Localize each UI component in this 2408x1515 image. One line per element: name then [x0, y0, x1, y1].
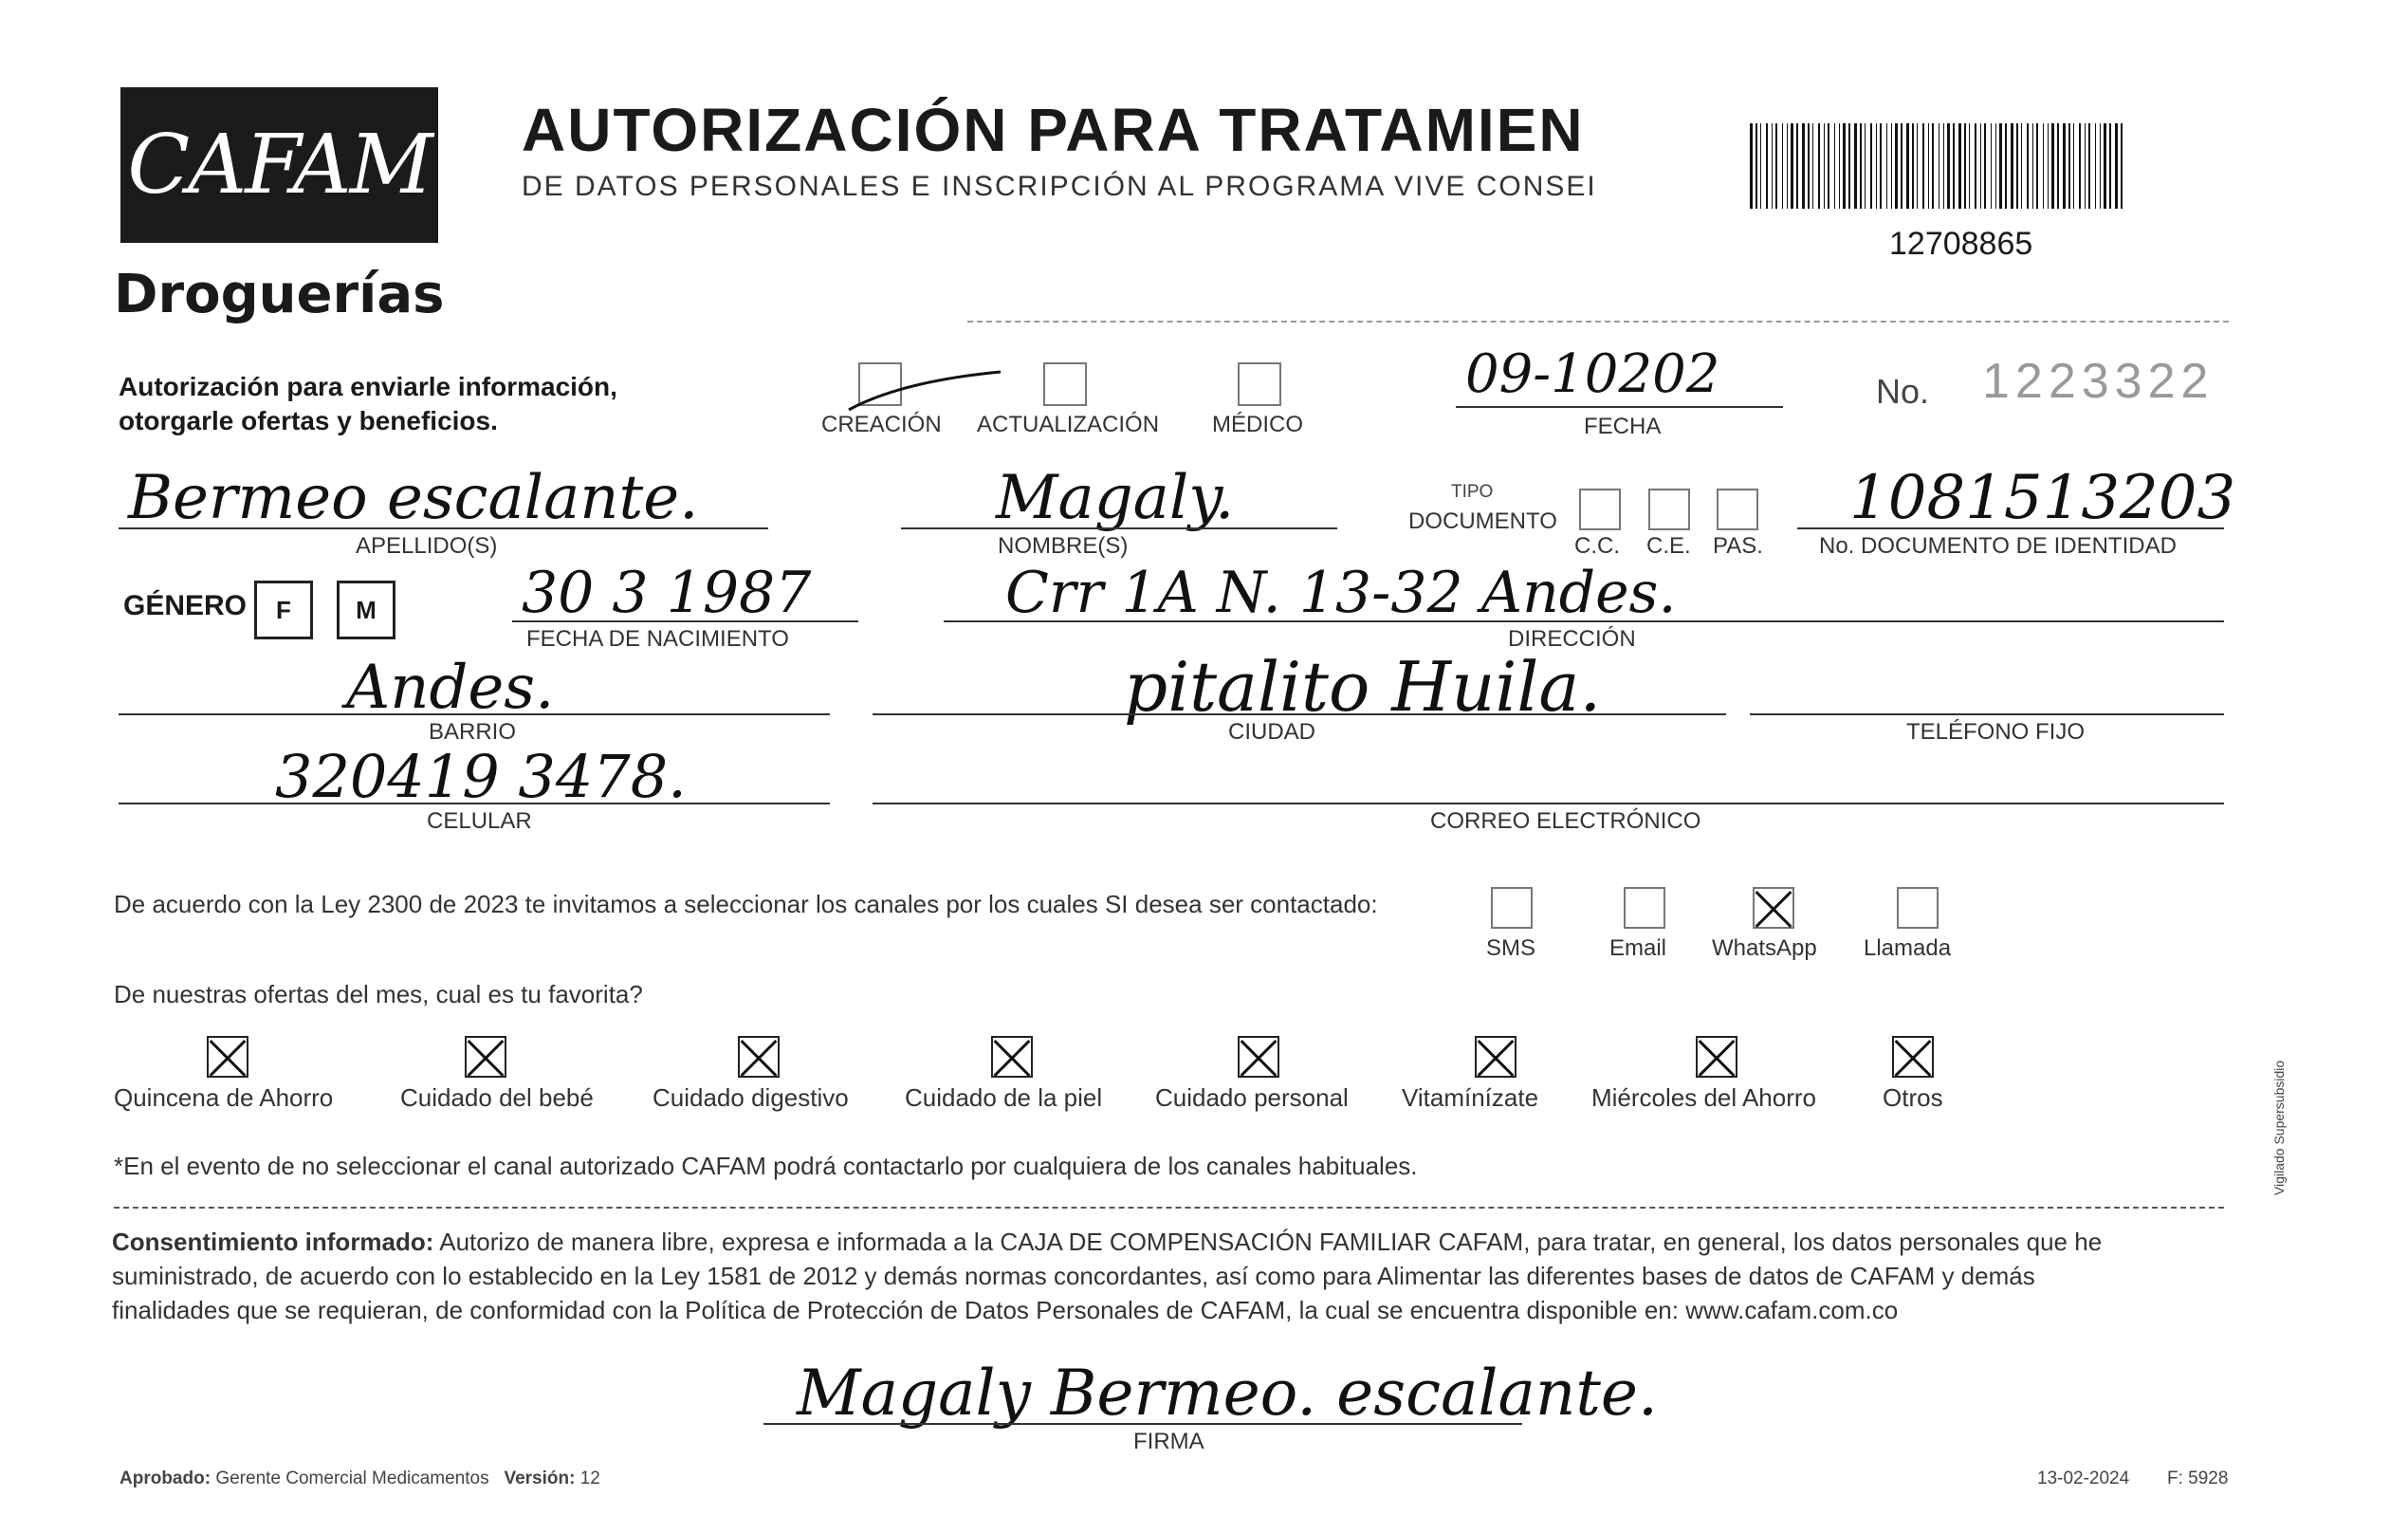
offer-miercoles-checkbox[interactable] — [1696, 1036, 1737, 1078]
offer-personal-checkbox[interactable] — [1238, 1036, 1279, 1078]
email-line — [873, 803, 2224, 804]
creacion-mark-icon — [844, 362, 1005, 419]
actualizacion-checkbox[interactable] — [1043, 362, 1087, 406]
barrio-value: Andes. — [346, 653, 555, 723]
address-label: DIRECCIÓN — [1508, 626, 1636, 652]
doc-number-label: No. DOCUMENTO DE IDENTIDAD — [1819, 533, 2177, 559]
consent-heading: Consentimiento informado: — [112, 1228, 434, 1256]
apellidos-label: APELLIDO(S) — [356, 533, 498, 559]
email-label: CORREO ELECTRÓNICO — [1430, 808, 1701, 834]
nombres-line — [901, 527, 1337, 529]
cell-line — [119, 803, 830, 804]
offer-quincena-checkbox[interactable] — [207, 1036, 248, 1078]
actualizacion-label: ACTUALIZACIÓN — [977, 412, 1160, 437]
offer-personal-label: Cuidado personal — [1155, 1083, 1349, 1112]
phone-label: TELÉFONO FIJO — [1906, 719, 2086, 745]
fecha-value: 09-10202 — [1465, 343, 1720, 405]
barcode-number: 12708865 — [1889, 226, 2033, 262]
offer-bebe-checkbox[interactable] — [465, 1036, 506, 1078]
form-no-label: No. — [1876, 372, 1930, 411]
birth-label: FECHA DE NACIMIENTO — [526, 626, 789, 652]
phone-line — [1750, 713, 2224, 715]
pas-label: PAS. — [1713, 533, 1763, 559]
fecha-label: FECHA — [1584, 414, 1662, 439]
offer-otros-checkbox[interactable] — [1892, 1036, 1934, 1078]
whatsapp-checkbox[interactable] — [1753, 887, 1794, 929]
cc-checkbox[interactable] — [1579, 489, 1621, 530]
cell-value: 320419 3478. — [275, 742, 687, 811]
genero-m-option[interactable]: M — [337, 581, 395, 639]
form-subtitle: DE DATOS PERSONALES E INSCRIPCIÓN AL PROGRAMA VIVE CONSEI — [522, 171, 1597, 202]
footer-approval: Aprobado: Gerente Comercial Medicamentos Versión: 12 — [119, 1469, 600, 1488]
barrio-label: BARRIO — [429, 719, 517, 745]
consent-line-2: suministrado, de acuerdo con lo establecido en la Ley 1581 de 2012 y demás normas concordantes, así como para Alimentar las diferentes bases de datos de CAFAM y demás — [112, 1262, 2035, 1290]
offer-piel-checkbox[interactable] — [991, 1036, 1033, 1078]
address-line — [944, 620, 2224, 622]
offer-bebe-label: Cuidado del bebé — [400, 1083, 594, 1112]
footer-code: F: 5928 — [2167, 1469, 2229, 1488]
sms-label: SMS — [1486, 935, 1536, 961]
birth-line — [512, 620, 858, 622]
doc-number-line — [1797, 527, 2224, 529]
email-checkbox[interactable] — [1624, 887, 1665, 929]
city-value: pitalito Huila. — [1124, 647, 1602, 727]
barrio-line — [119, 713, 830, 715]
offer-miercoles-label: Miércoles del Ahorro — [1591, 1083, 1816, 1112]
birth-value: 30 3 1987 — [522, 560, 812, 626]
apellidos-line — [119, 527, 768, 529]
intro-line-2: otorgarle ofertas y beneficios. — [119, 406, 498, 435]
address-value: Crr 1A N. 13-32 Andes. — [1005, 560, 1677, 626]
offer-quincena-label: Quincena de Ahorro — [114, 1083, 334, 1112]
channel-note: *En el evento de no seleccionar el canal autorizado CAFAM podrá contactarlo por cualquiera de los canales habituales. — [114, 1152, 1418, 1180]
doc-number-value: 1081513203 — [1849, 463, 2236, 533]
llamada-label: Llamada — [1864, 935, 1952, 961]
apellidos-value: Bermeo escalante. — [128, 463, 699, 533]
barcode-image — [1750, 123, 2129, 209]
offer-digestivo-label: Cuidado digestivo — [653, 1083, 849, 1112]
genero-label: GÉNERO — [123, 590, 248, 621]
creacion-label: CREACIÓN — [821, 412, 942, 437]
consent-line-1: Consentimiento informado: Autorizo de manera libre, expresa e informada a la CAJA DE COMPENSACIÓN FAMILIAR CAFAM, para tratar, en general, los datos personales que he — [112, 1228, 2103, 1256]
consent-line-3: finalidades que se requieran, de conformidad con la Política de Protección de Datos Personales de CAFAM, la cual se encuentra disponible en: www.cafam.com.co — [112, 1296, 1899, 1324]
cc-label: C.C. — [1574, 533, 1620, 559]
offer-piel-label: Cuidado de la piel — [905, 1083, 1103, 1112]
footer-date: 13-02-2024 — [2037, 1469, 2130, 1488]
ce-checkbox[interactable] — [1648, 489, 1690, 530]
tipo-doc-label-2: DOCUMENTO — [1408, 508, 1557, 534]
offer-digestivo-checkbox[interactable] — [738, 1036, 780, 1078]
llamada-checkbox[interactable] — [1897, 887, 1939, 929]
sms-checkbox[interactable] — [1491, 887, 1533, 929]
city-label: CIUDAD — [1228, 719, 1316, 745]
nombres-label: NOMBRE(S) — [998, 533, 1129, 559]
intro-line-1: Autorización para enviarle información, — [119, 372, 617, 401]
channels-question: De acuerdo con la Ley 2300 de 2023 te invitamos a seleccionar los canales por los cuales SI desea ser contactado: — [114, 890, 1378, 918]
offer-vitaminizate-checkbox[interactable] — [1475, 1036, 1516, 1078]
cafam-logo: CAFAM — [120, 87, 438, 243]
divider — [967, 321, 2229, 323]
brand-subtitle: Droguerías — [114, 264, 445, 325]
email-channel-label: Email — [1609, 935, 1667, 961]
fecha-line — [1456, 406, 1783, 408]
signature-value: Magaly Bermeo. escalante. — [797, 1357, 1658, 1430]
signature-line — [763, 1423, 1522, 1425]
side-vigilado-text: Vigilado Supersubsidio — [2271, 1060, 2287, 1195]
tipo-doc-label-1: TIPO — [1451, 482, 1494, 502]
whatsapp-label: WhatsApp — [1712, 935, 1817, 961]
signature-label: FIRMA — [1133, 1429, 1204, 1454]
cell-label: CELULAR — [427, 808, 532, 834]
medico-label: MÉDICO — [1212, 412, 1303, 437]
ce-label: C.E. — [1646, 533, 1691, 559]
form-no-value: 1223322 — [1982, 354, 2215, 409]
city-line — [873, 713, 1726, 715]
genero-f-option[interactable]: F — [254, 581, 313, 639]
medico-checkbox[interactable] — [1238, 362, 1281, 406]
consent-divider — [114, 1207, 2224, 1209]
offer-otros-label: Otros — [1883, 1083, 1943, 1112]
pas-checkbox[interactable] — [1717, 489, 1758, 530]
nombres-value: Magaly. — [996, 463, 1235, 533]
offers-question: De nuestras ofertas del mes, cual es tu favorita? — [114, 980, 643, 1008]
offer-vitaminizate-label: Vitamínízate — [1402, 1083, 1539, 1112]
form-title: AUTORIZACIÓN PARA TRATAMIEN — [522, 96, 1585, 164]
